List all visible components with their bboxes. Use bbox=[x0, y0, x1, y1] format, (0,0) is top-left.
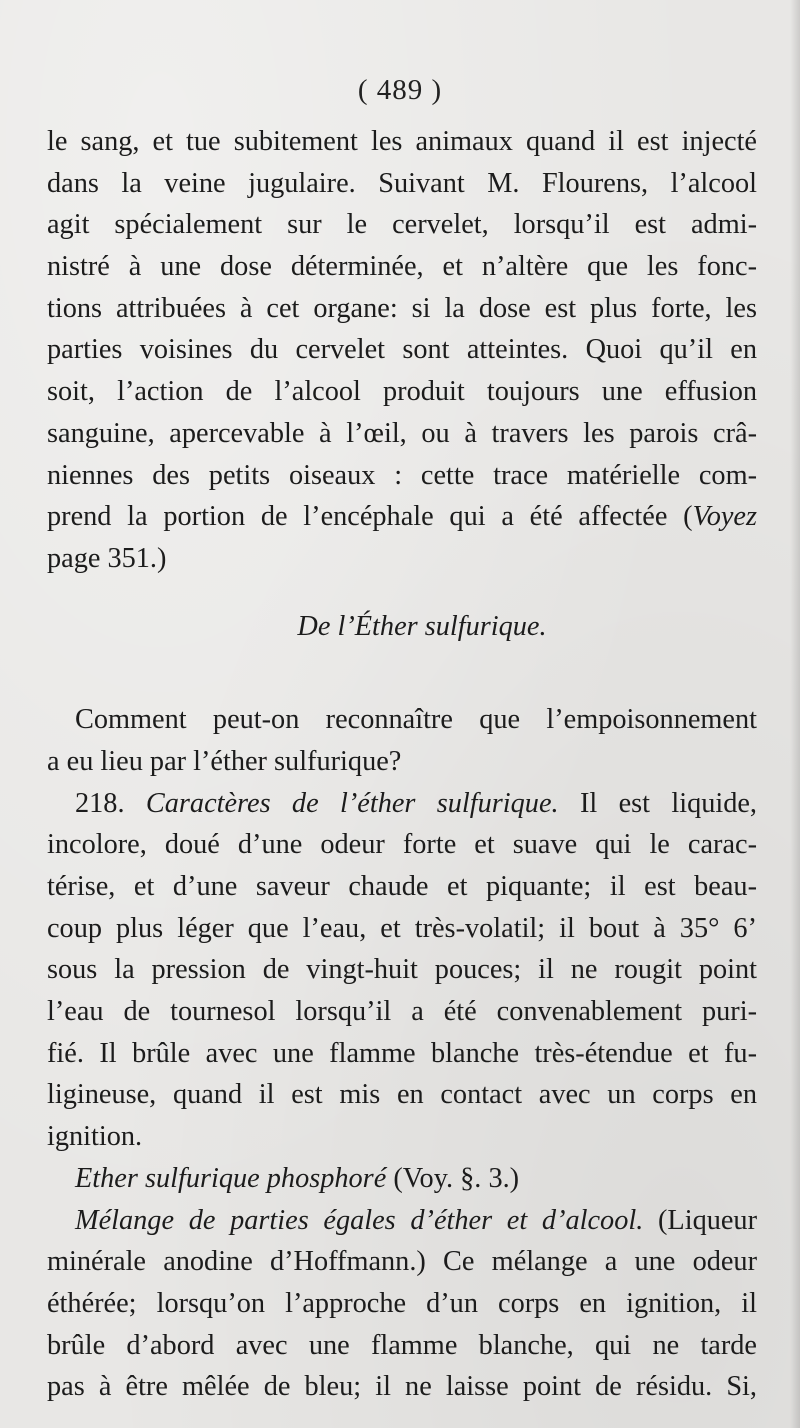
text-segment: (Voy. §. 3.) bbox=[386, 1162, 520, 1194]
text-line: niennes des petits oiseaux : cette trace matérielle com- bbox=[47, 459, 757, 491]
text-line: nistré à une dose déterminée, et n’altère que les fonc- bbox=[47, 251, 757, 283]
text-line bbox=[47, 1200, 757, 1242]
text-line: tions attribuées à cet organe: si la dose est plus forte, les bbox=[47, 292, 757, 324]
text-line: a eu lieu par l’éther sulfurique? bbox=[47, 745, 402, 777]
page-edge-shadow bbox=[790, 0, 800, 1428]
text-segment: Il est liquide, bbox=[558, 787, 758, 819]
text-line: coup plus léger que l’eau, et très-volatil; il bout à 35° 6’ bbox=[47, 912, 757, 944]
section-number: 218. bbox=[75, 787, 125, 819]
text-line: le sang, et tue subitement les animaux quand il est injecté bbox=[47, 126, 757, 157]
text-line: sanguine, apercevable à l’œil, ou à travers les parois crâ- bbox=[47, 417, 757, 449]
text-line: Comment peut-on reconnaître que l’empoisonnement bbox=[75, 704, 757, 736]
page-number: ( 489 ) bbox=[357, 74, 443, 106]
section-title: Caractères de l’éther sulfurique. bbox=[145, 787, 559, 819]
subsection-title: Ether sulfurique phosphoré bbox=[75, 1162, 387, 1194]
text-line bbox=[47, 496, 757, 538]
text-segment-italic: Voyez bbox=[692, 501, 757, 533]
text-line: sous la pression de vingt-huit pouces; il ne rougit point bbox=[47, 954, 757, 986]
subsection-title: Mélange de parties égales d’éther et d’alcool. bbox=[75, 1204, 644, 1236]
section-heading: De l’Éther sulfurique. bbox=[297, 610, 547, 642]
text-line: dans la veine jugulaire. Suivant M. Flourens, l’alcool bbox=[47, 167, 757, 199]
text-segment: (Liqueur bbox=[643, 1204, 757, 1236]
text-line: térise, et d’une saveur chaude et piquante; il est beau- bbox=[47, 871, 757, 902]
text-line: pas à être mêlée de bleu; il ne laisse point de résidu. Si, bbox=[47, 1371, 757, 1403]
page-text bbox=[47, 121, 757, 1408]
text-segment: prend la portion de l’encéphale qui a été affectée ( bbox=[47, 501, 693, 533]
text-line: ignition. bbox=[47, 1121, 143, 1153]
text-line bbox=[47, 1158, 757, 1200]
text-line: fié. Il brûle avec une flamme blanche très-étendue et fu- bbox=[47, 1037, 757, 1069]
text-line: l’eau de tournesol lorsqu’il a été convenablement puri- bbox=[47, 996, 757, 1028]
text-line: minérale anodine d’Hoffmann.) Ce mélange a une odeur bbox=[47, 1246, 757, 1278]
text-line: brûle d’abord avec une flamme blanche, qui ne tarde bbox=[47, 1329, 757, 1361]
text-line: ligineuse, quand il est mis en contact avec un corps en bbox=[47, 1079, 757, 1111]
text-line bbox=[47, 783, 757, 825]
text-line: soit, l’action de l’alcool produit toujours une effusion bbox=[47, 376, 757, 408]
text-line: agit spécialement sur le cervelet, lorsqu’il est admi- bbox=[47, 209, 757, 241]
text-line: incolore, doué d’une odeur forte et suave qui le carac- bbox=[47, 829, 757, 861]
text-line: éthérée; lorsqu’on l’approche d’un corps en ignition, il bbox=[47, 1287, 757, 1319]
text-line: parties voisines du cervelet sont atteintes. Quoi qu’il en bbox=[47, 334, 757, 366]
text-line: page 351.) bbox=[47, 542, 167, 574]
